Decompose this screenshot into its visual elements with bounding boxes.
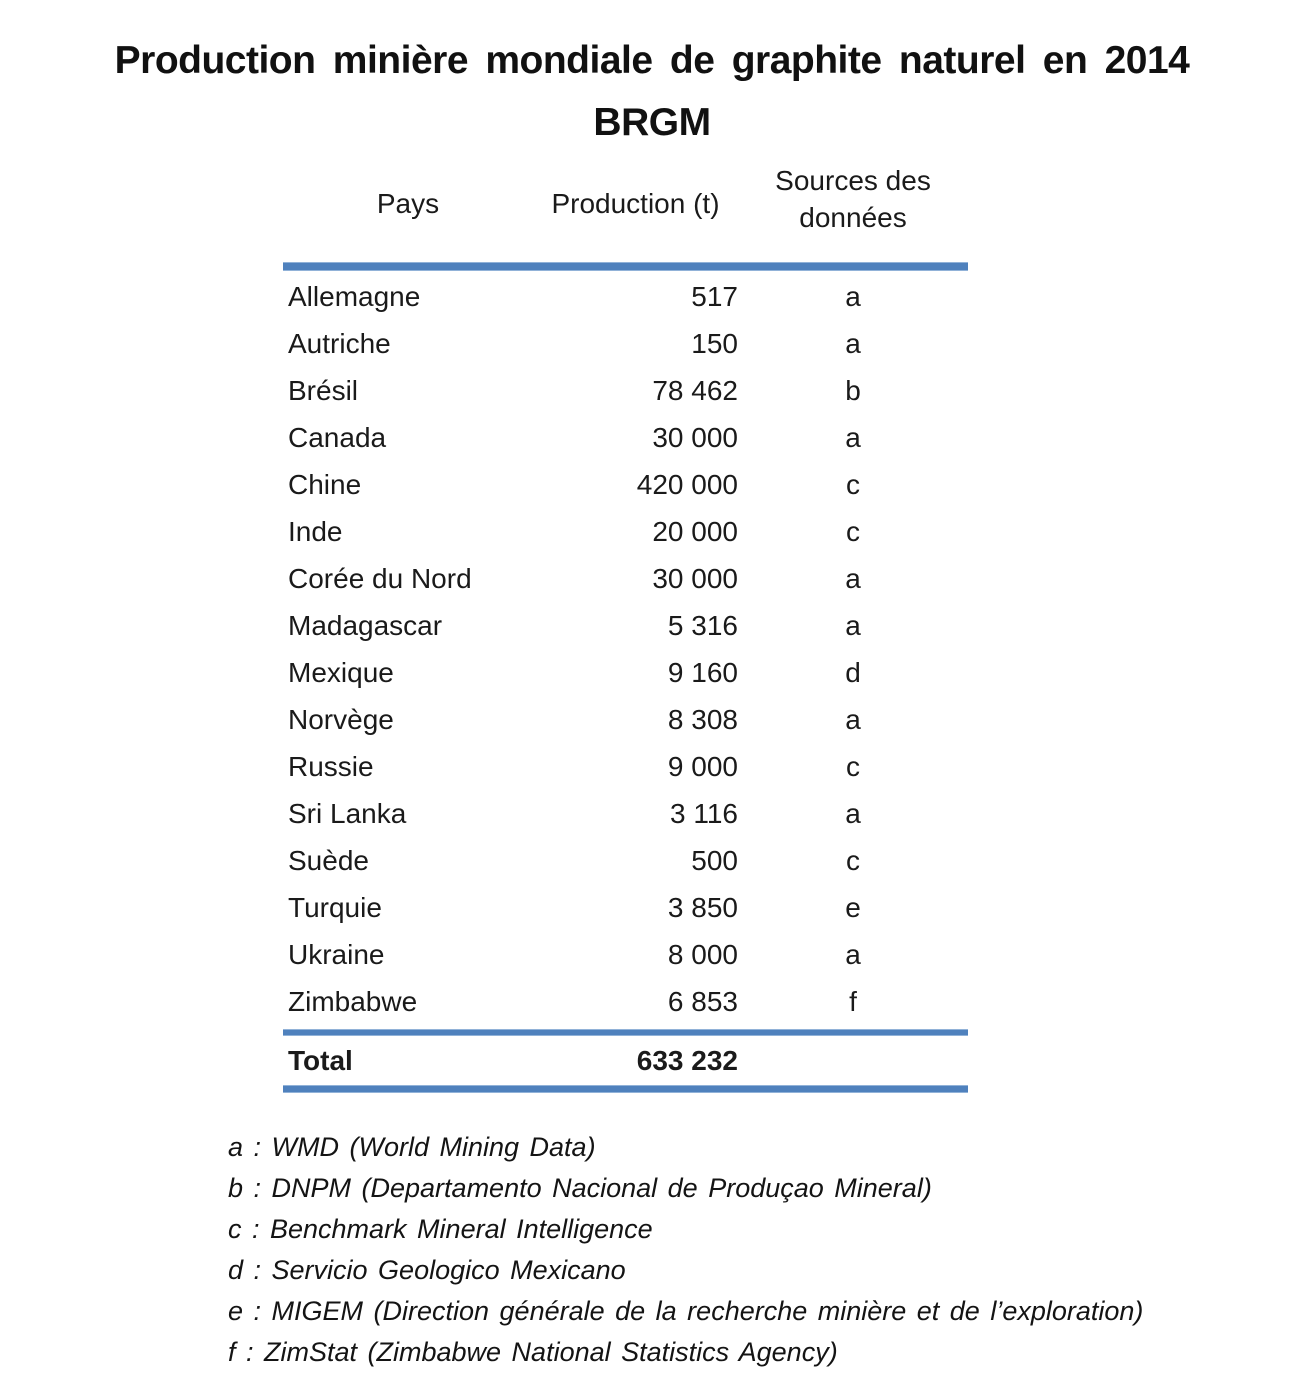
source-cell: c: [846, 468, 860, 500]
footnotes-block: [228, 1127, 1304, 1373]
country-cell: Russie: [288, 750, 374, 782]
country-cell: Corée du Nord: [288, 562, 472, 594]
source-cell: a: [845, 327, 861, 359]
country-cell: Zimbabwe: [288, 985, 418, 1017]
source-cell: a: [845, 609, 861, 641]
source-cell: f: [849, 985, 857, 1017]
production-cell: 78 462: [652, 374, 738, 406]
source-cell: a: [845, 421, 861, 453]
column-header-production: Production (t): [551, 188, 720, 219]
production-cell: 30 000: [652, 421, 738, 453]
total-label: Total: [288, 1044, 353, 1076]
table-row: [283, 743, 968, 790]
table-row: [283, 461, 968, 508]
column-header-sources: [738, 170, 968, 238]
source-cell: a: [845, 938, 861, 970]
production-cell: 3 116: [670, 797, 738, 829]
production-cell: 9 000: [667, 750, 738, 782]
footnote: f : ZimStat (Zimbabwe National Statistics Agency): [228, 1337, 838, 1367]
title-line-2: BRGM: [593, 101, 711, 144]
footnote: d : Servicio Geologico Mexicano: [228, 1255, 626, 1285]
table-row: [283, 649, 968, 696]
table-row: [283, 696, 968, 743]
production-table: [283, 156, 968, 1093]
production-cell: 150: [691, 327, 738, 359]
country-cell: Chine: [288, 468, 362, 500]
country-cell: Inde: [288, 515, 343, 547]
production-cell: 9 160: [667, 656, 738, 688]
table-row: [283, 414, 968, 461]
table-row: [283, 884, 968, 931]
production-cell: 6 853: [667, 985, 738, 1017]
production-cell: 517: [691, 280, 738, 312]
total-top-rule: [283, 1029, 968, 1036]
source-cell: a: [845, 562, 861, 594]
country-cell: Suède: [288, 844, 369, 876]
country-cell: Brésil: [288, 374, 359, 406]
table-row: [283, 508, 968, 555]
country-cell: Turquie: [288, 891, 382, 923]
footnote: e : MIGEM (Direction générale de la recherche minière et de l’exploration): [228, 1296, 1144, 1326]
country-cell: Sri Lanka: [288, 797, 407, 829]
table-bottom-rule: [283, 1085, 968, 1093]
production-cell: 500: [691, 844, 738, 876]
country-cell: Allemagne: [288, 280, 421, 312]
total-value: 633 232: [636, 1044, 738, 1076]
production-cell: 20 000: [652, 515, 738, 547]
country-cell: Madagascar: [288, 609, 443, 641]
table-header-row: [283, 156, 968, 252]
table-body: [283, 271, 968, 1029]
total-row: [283, 1036, 968, 1085]
production-cell: 5 316: [667, 609, 738, 641]
table-row: [283, 978, 968, 1025]
column-header-pays: Pays: [376, 188, 440, 219]
table-top-rule: [283, 262, 968, 271]
production-cell: 420 000: [636, 468, 738, 500]
table-row: [283, 790, 968, 837]
production-cell: 8 000: [667, 938, 738, 970]
country-cell: Norvège: [288, 703, 394, 735]
country-cell: Autriche: [288, 327, 391, 359]
table-row: [283, 367, 968, 414]
sources-header-line2: données: [799, 202, 907, 233]
table-row: [283, 273, 968, 320]
source-cell: c: [846, 750, 860, 782]
source-cell: c: [846, 515, 860, 547]
source-cell: a: [845, 703, 861, 735]
table-row: [283, 931, 968, 978]
footnote: b : DNPM (Departamento Nacional de Produçao Mineral): [228, 1173, 932, 1203]
document-title: [0, 0, 1304, 154]
production-cell: 30 000: [652, 562, 738, 594]
source-cell: b: [845, 374, 861, 406]
source-cell: c: [846, 844, 860, 876]
footnote: a : WMD (World Mining Data): [228, 1132, 596, 1162]
title-line-1: Production minière mondiale de graphite naturel en 2014: [114, 39, 1190, 82]
source-cell: d: [845, 656, 861, 688]
sources-header-line1-clipped: Sources des: [775, 170, 931, 196]
table-row: [283, 320, 968, 367]
table-row: [283, 555, 968, 602]
production-cell: 8 308: [667, 703, 738, 735]
country-cell: Ukraine: [288, 938, 385, 970]
source-cell: a: [845, 797, 861, 829]
country-cell: Canada: [288, 421, 387, 453]
country-cell: Mexique: [288, 656, 394, 688]
footnote: c : Benchmark Mineral Intelligence: [228, 1214, 653, 1244]
table-row: [283, 837, 968, 884]
source-cell: e: [845, 891, 861, 923]
table-row: [283, 602, 968, 649]
source-cell: a: [845, 280, 861, 312]
production-cell: 3 850: [667, 891, 738, 923]
